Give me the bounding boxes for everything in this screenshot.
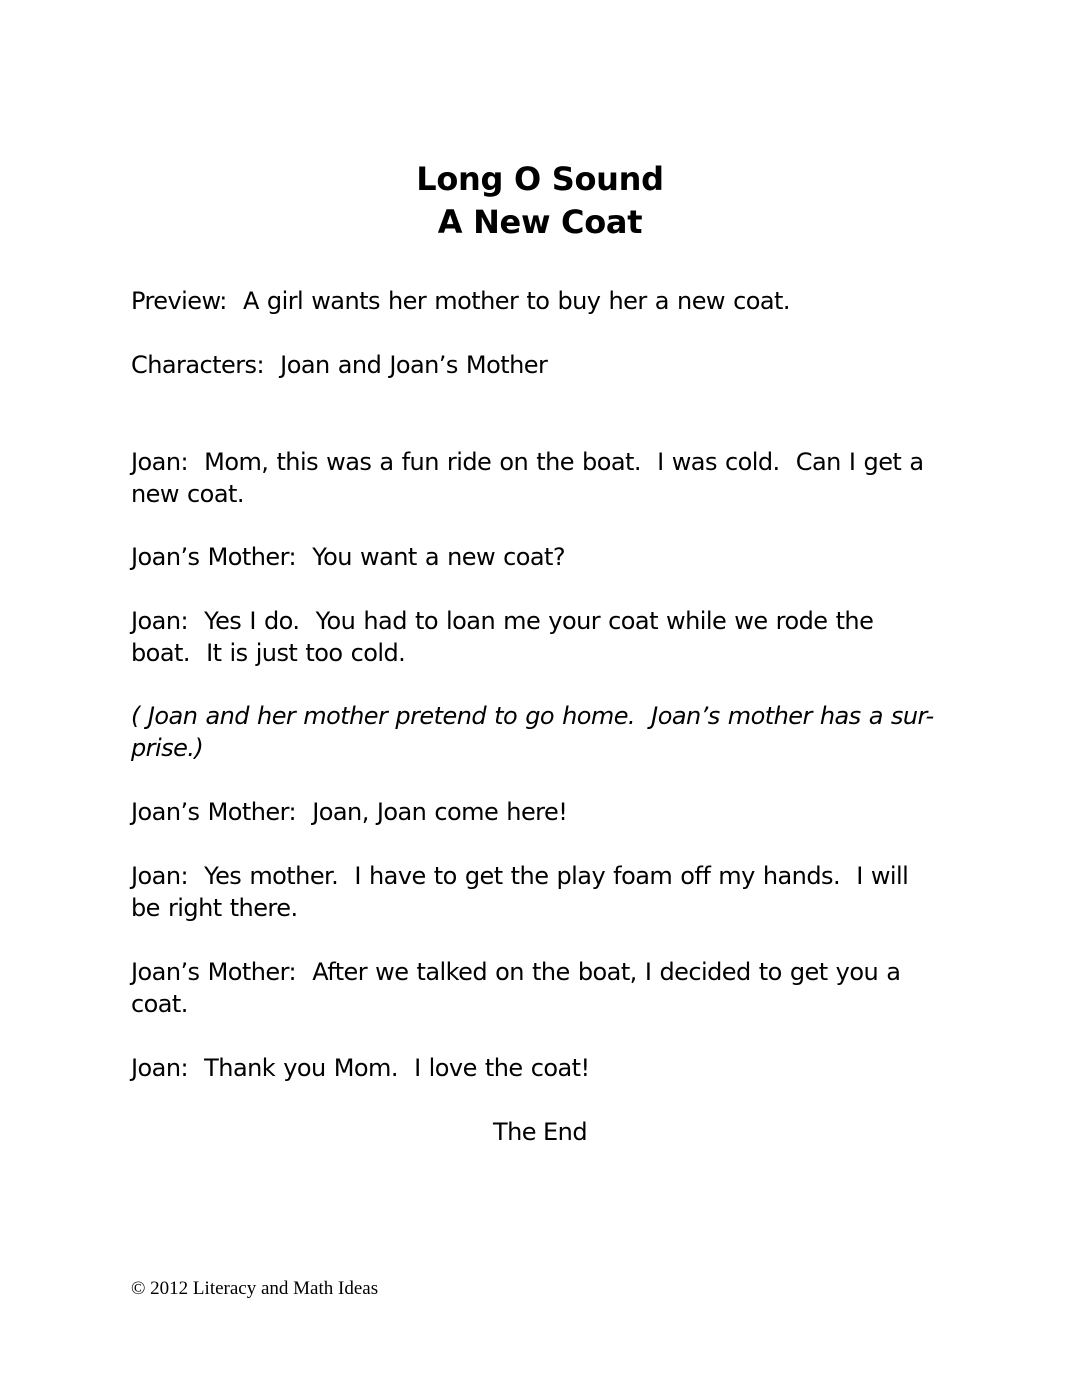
preview-text: Preview: A girl wants her mother to buy her a new coat. [131, 287, 790, 315]
characters-text: Characters: Joan and Joan’s Mother [131, 351, 548, 379]
dialogue-line: Joan: Yes mother. I have to get the play foam off my hands. I will be right there. [131, 862, 909, 922]
page-title: Long O Sound [416, 160, 664, 198]
dialogue-line: Joan’s Mother: You want a new coat? [131, 543, 566, 571]
page-subtitle: A New Coat [437, 203, 643, 241]
copyright-footer: © 2012 Literacy and Math Ideas [131, 1278, 379, 1299]
the-end-text: The End [492, 1118, 588, 1146]
dialogue-line: Joan: Yes I do. You had to loan me your coat while we rode the boat. It is just too cold. [131, 607, 874, 667]
dialogue-line: Joan: Mom, this was a fun ride on the boat. I was cold. Can I get a new coat. [131, 448, 924, 508]
dialogue-line: Joan: Thank you Mom. I love the coat! [131, 1054, 590, 1082]
dialogue-line: Joan’s Mother: Joan, Joan come here! [131, 798, 568, 826]
stage-direction: ( Joan and her mother pretend to go home. Joan’s mother has a sur- prise.) [131, 702, 934, 762]
dialogue-line: Joan’s Mother: After we talked on the boat, I decided to get you a coat. [131, 958, 901, 1018]
